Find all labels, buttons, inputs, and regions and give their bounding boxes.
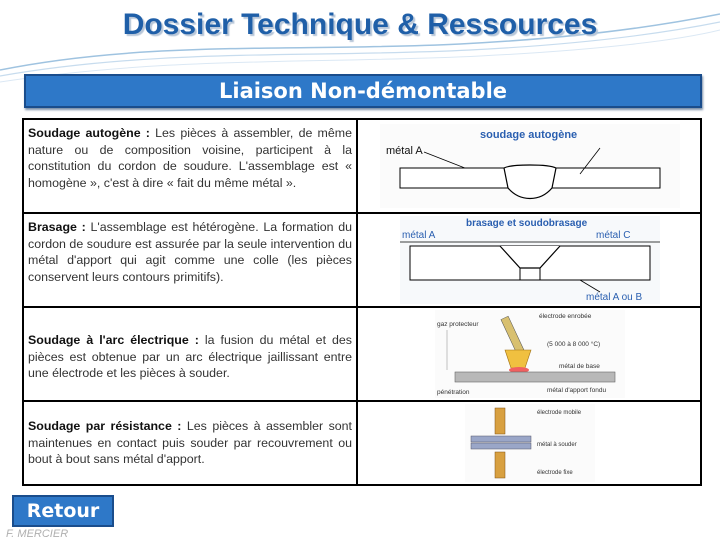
term-label: Soudage à l'arc électrique :: [28, 333, 199, 347]
resistance-welding-diagram: [465, 404, 595, 482]
arc-welding-diagram: [435, 310, 625, 398]
figure-label-penetration: pénétration: [437, 389, 470, 396]
figure-cell: [360, 120, 700, 212]
term-label: Brasage :: [28, 220, 86, 234]
term-label: Soudage par résistance :: [28, 419, 182, 433]
figure-label-electrode-top: électrode mobile: [537, 410, 582, 416]
figure-label-filler-metal: métal d'apport fondu: [547, 387, 607, 394]
description-cell: [24, 120, 358, 212]
table-row: [24, 402, 700, 484]
figure-label-base-metal: métal de base: [559, 363, 600, 370]
figure-label-electrode: électrode enrobée: [539, 313, 592, 320]
figure-label-metal-a-or-b: métal A ou B: [586, 292, 643, 303]
author-credit: F. MERCIER: [6, 528, 69, 540]
figure-label-gas: gaz protecteur: [437, 321, 479, 328]
autogenous-weld-diagram: [380, 124, 680, 208]
figure-cell: [360, 308, 700, 400]
table-row: [24, 214, 700, 306]
description-cell: [24, 308, 358, 400]
term-label: Soudage autogène :: [28, 126, 150, 140]
table-row: [24, 308, 700, 400]
table-row: [24, 120, 700, 212]
back-button[interactable]: Retour: [12, 495, 114, 527]
figure-cell: [360, 402, 700, 484]
figure-label-metal-a: métal A: [402, 230, 436, 241]
figure-cell: [360, 214, 700, 306]
figure-caption: soudage autogène: [480, 129, 578, 141]
description-text: L'assemblage est hétérogène. La formation du cordon de soudure est assurée par la seule intervention du métal d'apport qui agit comme une colle (les pièces conservent leurs contours primitifs).: [28, 220, 352, 284]
figure-label-metal-c: métal C: [596, 230, 631, 241]
page-title: Dossier Technique & Ressources: [122, 8, 598, 41]
description-text: Les pièces à assembler, de même nature ou de composition voisine, participent à la constitution du cordon de soudure. L'assemblage est « homogène », c'est à dire « fait du même métal ».: [28, 126, 352, 190]
description-cell: [24, 402, 358, 484]
brazing-diagram: [400, 216, 660, 304]
description-text: Les pièces à assembler sont maintenues en contact puis souder par recouvrement ou bout à bout sans métal d'apport.: [28, 419, 352, 466]
description-text: la fusion du métal et des pièces est obtenue par un arc électrique jaillissant entre une électrode et les pièces à souder.: [28, 333, 352, 380]
section-banner: Liaison Non-démontable: [24, 74, 702, 108]
figure-caption: brasage et soudobrasage: [466, 218, 588, 229]
figure-label-metal: métal à souder: [537, 442, 577, 448]
figure-label-electrode-bottom: électrode fixe: [537, 470, 573, 476]
description-cell: [24, 214, 358, 306]
figure-label-temperature: (5 000 à 8 000 °C): [547, 341, 601, 348]
content-table: [22, 118, 702, 486]
figure-label-metal-a: métal A: [386, 145, 423, 157]
